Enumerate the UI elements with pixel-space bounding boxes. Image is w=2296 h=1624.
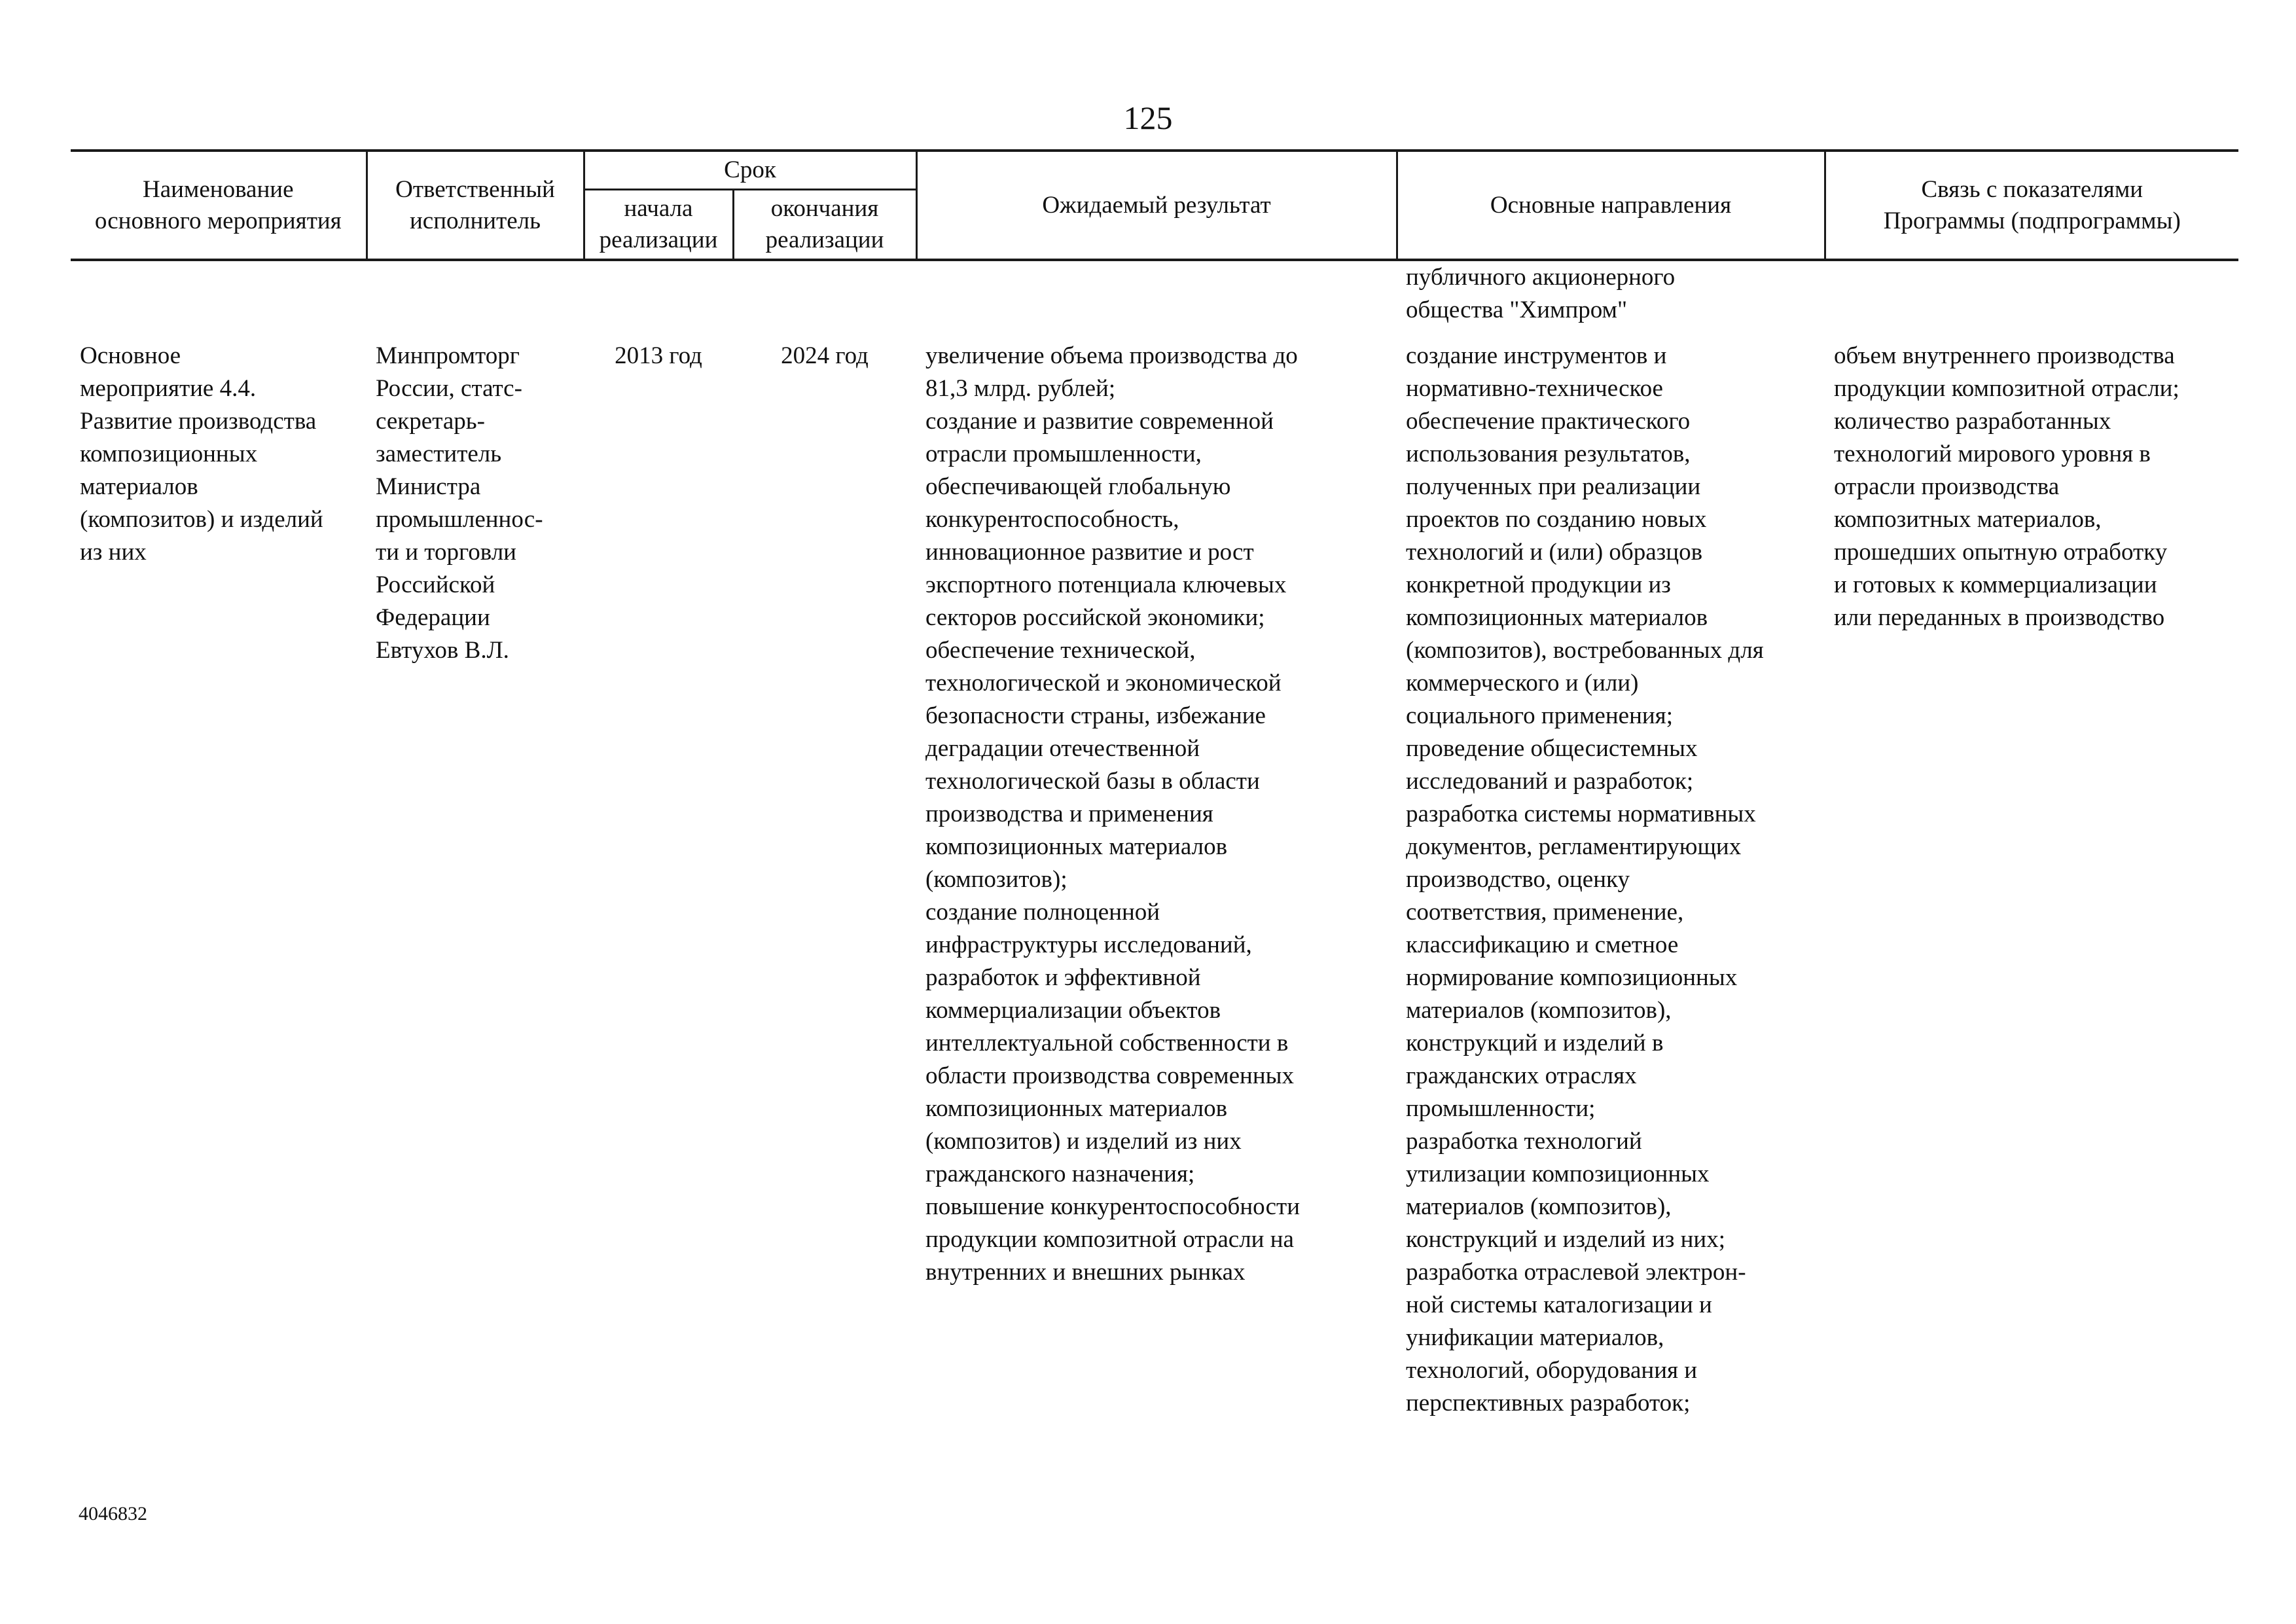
header-col-name: Наименование основного мероприятия <box>71 151 367 260</box>
cell-expected-result: увеличение объема производства до 81,3 млрд. рублей; создание и развитие современной отрасли промышленности, обеспечивающей глобальную конкурентоспособность, инновационное развитие и рост экспортного потенциала ключевых секторов российской экономики; обеспечение технической, технологической и экономической безопасности страны, избежание деградации отечественной технологической базы в области производства и применения композиционных материалов (композитов); создание полноценной инфраструктуры исследований, разработок и эффективной коммерциализации объектов интеллектуальной собственности в области производства современных композиционных материалов (композитов) и изделий из них гражданского назначения; повышение конкурентоспособности продукции композитной отрасли на внутренних и внешних рынках <box>925 342 1300 1286</box>
table-row-continuation <box>71 260 2238 340</box>
program-table-container <box>71 149 2238 1420</box>
cont-cell-executor <box>367 260 584 340</box>
cont-cell-end <box>733 260 916 340</box>
cont-cell-name <box>71 260 367 340</box>
cell-main-directions: создание инструментов и нормативно-техническое обеспечение практического использования результатов, полученных при реализации проектов по созданию новых технологий и (или) образцов конкретной продукции из композиционных материалов (композитов), востребованных для коммерческого и (или) социального применения; проведение общесистемных исследований и разработок; разработка системы нормативных документов, регламентирующих производство, оценку соответствия, применение, классификацию и сметное нормирование композиционных материалов (композитов), конструкций и изделий в гражданских отраслях промышленности; разработка технологий утилизации композиционных материалов (композитов), конструкций и изделий из них; разработка отраслевой электрон- ной системы каталогизации и унификации материалов, технологий, оборудования и перспективных разработок; <box>1406 342 1764 1416</box>
table-body <box>71 260 2238 1420</box>
cont-cell-link <box>1825 260 2238 340</box>
cell-executor: Минпромторг России, статс- секретарь- заместитель Министра промышленнос- ти и торговли Российской Федерации Евтухов В.Л. <box>376 342 543 664</box>
header-col-end: окончания реализации <box>733 190 916 261</box>
page-number: 125 <box>1123 99 1173 136</box>
table-row-measure-4-4 <box>71 340 2238 1420</box>
header-col-link: Связь с показателями Программы (подпрограммы) <box>1825 151 2238 260</box>
cont-cell-start <box>584 260 733 340</box>
program-table <box>71 149 2238 1420</box>
cell-measure-name: Основное мероприятие 4.4. Развитие производства композиционных материалов (композитов) и изделий из них <box>80 342 323 566</box>
document-code: 4046832 <box>79 1503 147 1525</box>
cont-cell-directions: публичного акционерного общества "Химпром" <box>1406 264 1676 323</box>
cont-cell-result <box>916 260 1397 340</box>
cell-end-year: 2024 год <box>781 342 869 369</box>
header-col-start: начала реализации <box>584 190 733 261</box>
header-col-directions: Основные направления <box>1397 151 1825 260</box>
cell-start-year: 2013 год <box>615 342 702 369</box>
cell-indicator-link: объем внутреннего производства продукции композитной отрасли; количество разработанных технологий мирового уровня в отрасли производства композитных материалов, прошедших опытную отработку и готовых к коммерциализации или переданных в производство <box>1834 342 2179 631</box>
header-col-result: Ожидаемый результат <box>916 151 1397 260</box>
header-col-executor: Ответственный исполнитель <box>367 151 584 260</box>
header-col-term: Срок <box>584 151 916 190</box>
table-header <box>71 151 2238 260</box>
